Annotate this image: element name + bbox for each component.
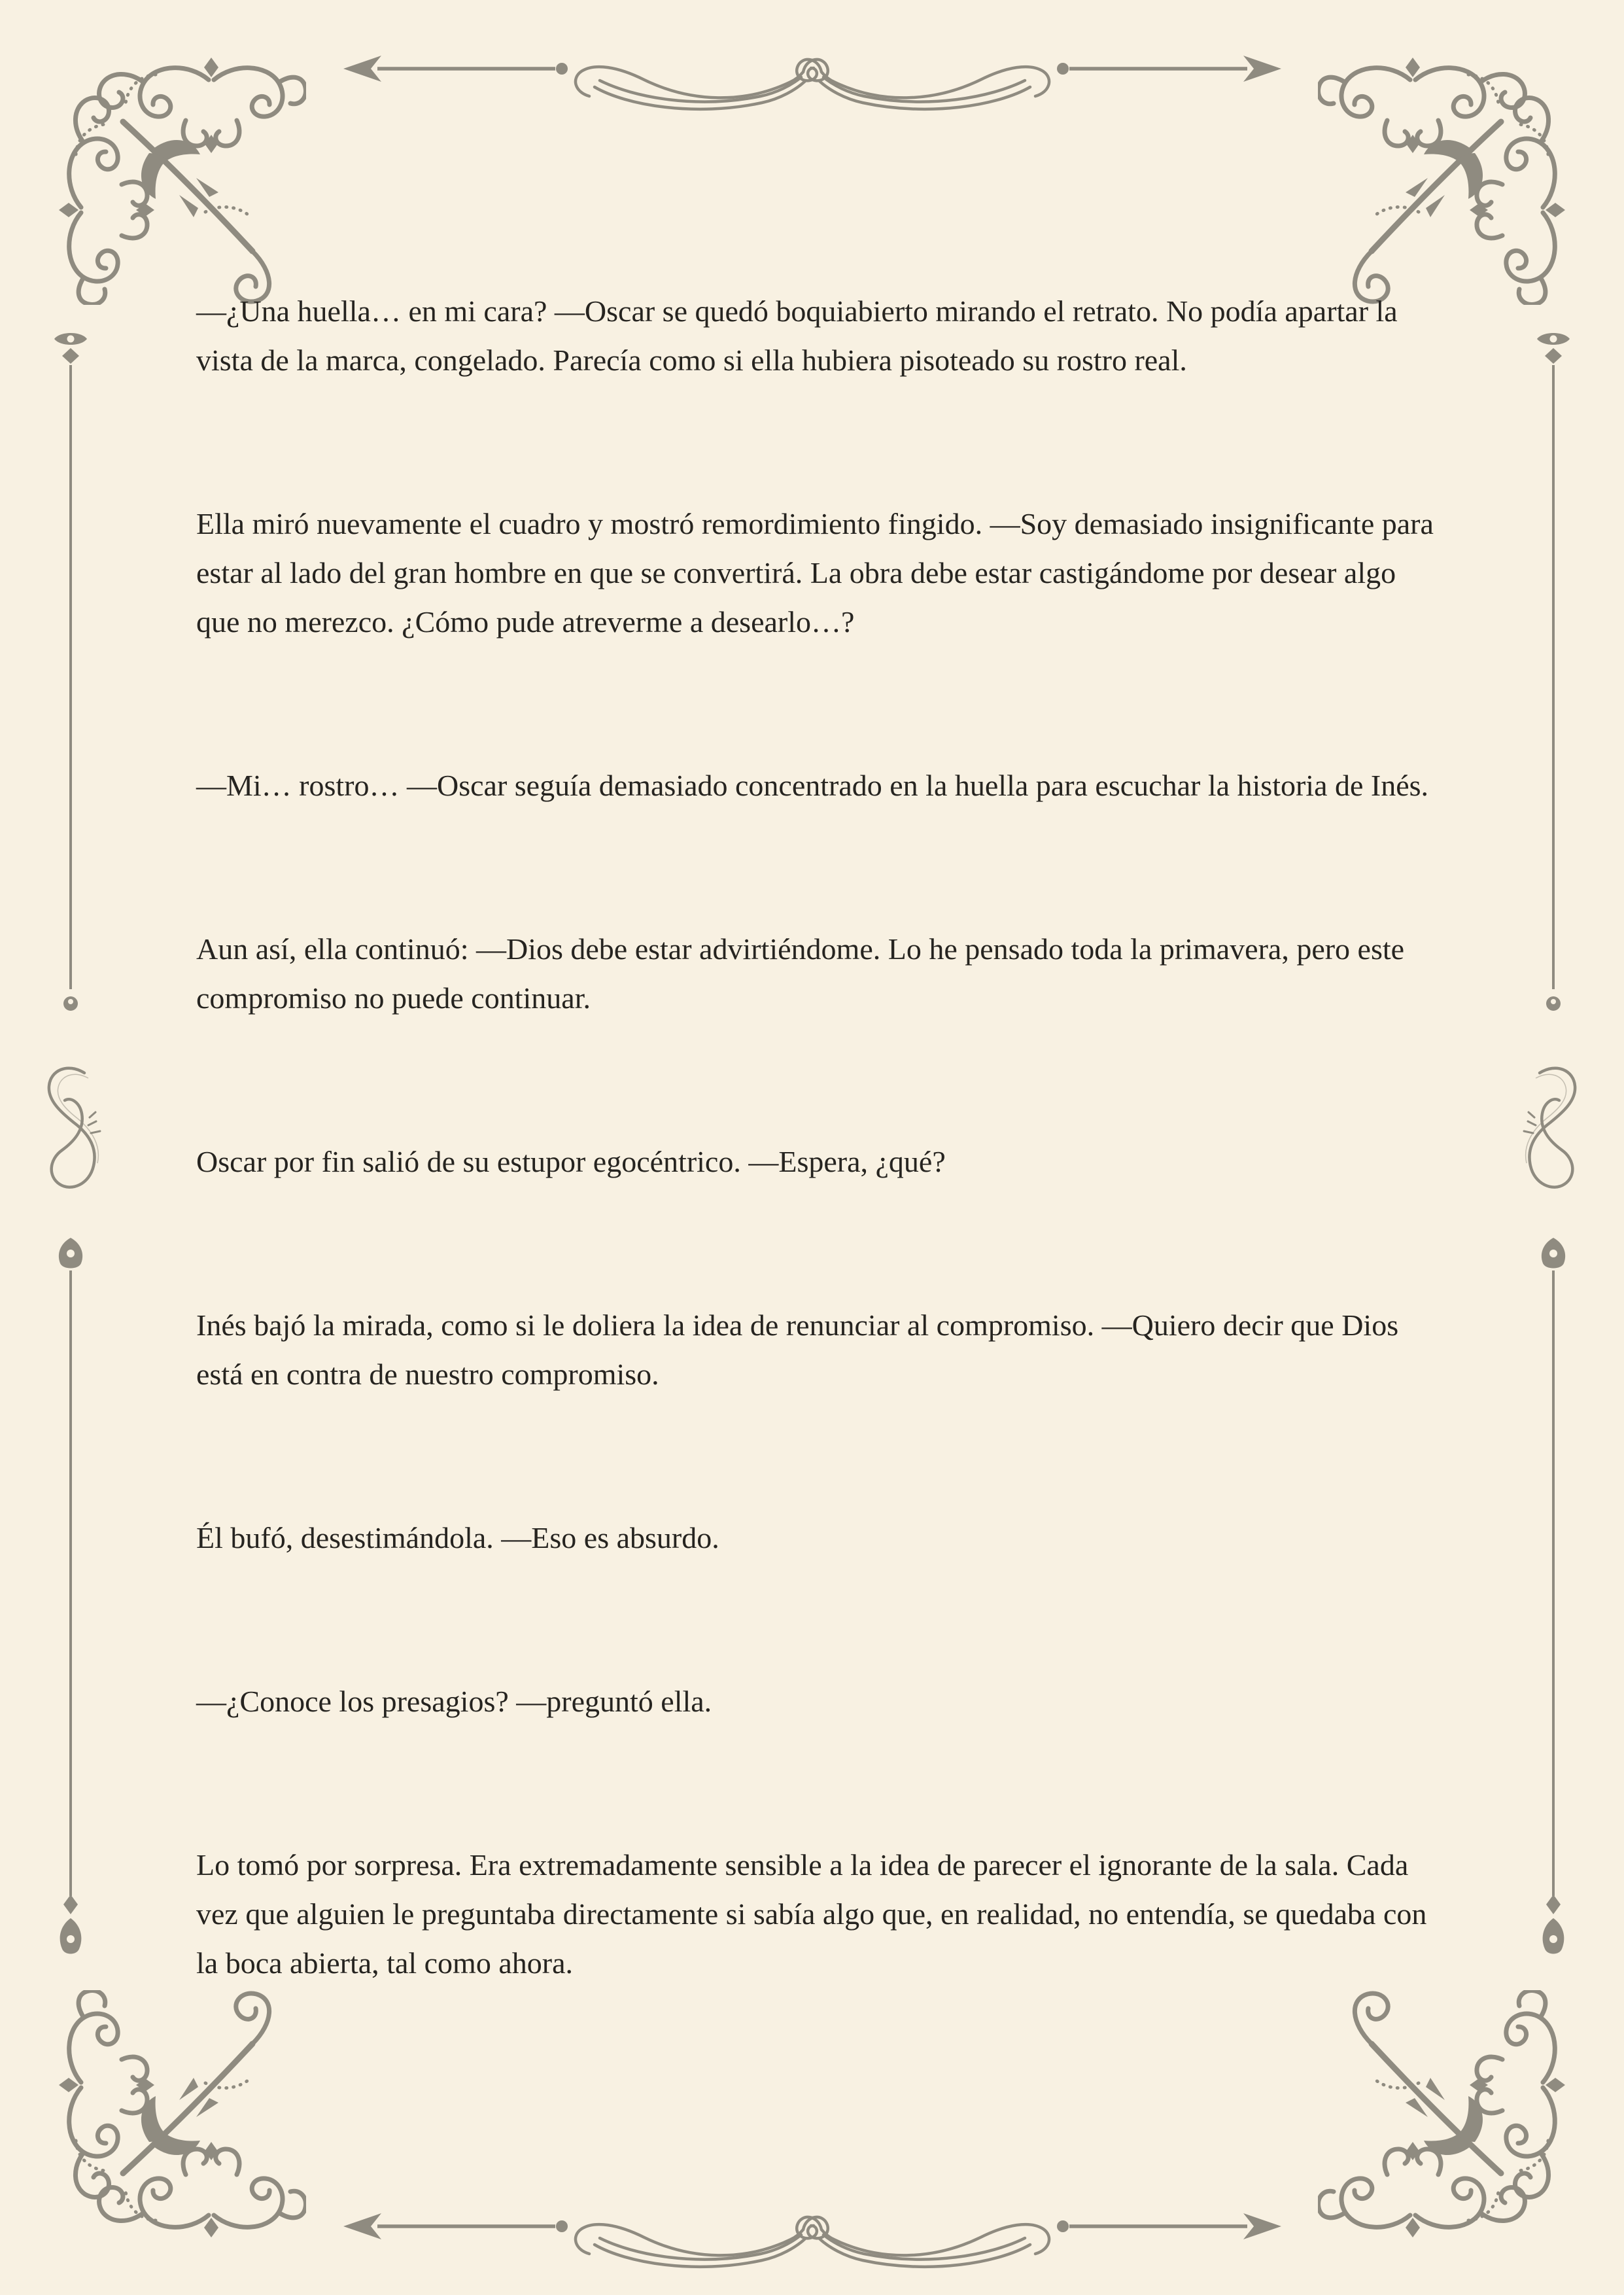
figure-eight-flourish-icon [43, 1065, 101, 1202]
finial-rod-icon [1534, 327, 1573, 1027]
paragraph: Inés bajó la mirada, como si le doliera la idea de renunciar al compromiso. —Quiero decir que Dios está en contra de nuestro compromiso. [196, 1308, 1399, 1391]
paragraph: Ella miró nuevamente el cuadro y mostró remordimiento fingido. —Soy demasiado insignificante para estar al lado del gran hombre en que se convertirá. La obra debe estar castigándome por desear algo que no merezco. ¿Cómo pude atreverme a desearlo…? [196, 507, 1434, 639]
teardrop-rod-icon [1534, 1235, 1573, 1971]
corner-flourish-icon [1318, 1990, 1566, 2239]
story-text [196, 287, 1436, 1988]
teardrop-rod-icon [51, 1235, 90, 1971]
paragraph: Él bufó, desestimándola. —Eso es absurdo. [196, 1521, 719, 1554]
paragraph: Lo tomó por sorpresa. Era extremadamente sensible a la idea de parecer el ignorante de la sala. Cada vez que alguien le preguntaba directamente si sabía algo que, en realidad, no entendía, se quedaba con la boca abierta, tal como ahora. [196, 1848, 1427, 1980]
paragraph: —¿Conoce los presagios? —preguntó ella. [196, 1685, 712, 1718]
divider-swash-icon [338, 2174, 1287, 2279]
paragraph: Oscar por fin salió de su estupor egocéntrico. —Espera, ¿qué? [196, 1145, 946, 1178]
corner-flourish-icon [58, 56, 306, 305]
paragraph: —Mi… rostro… —Oscar seguía demasiado concentrado en la huella para escuchar la historia de Inés. [196, 769, 1429, 802]
corner-flourish-icon [58, 1990, 306, 2239]
corner-flourish-icon [1318, 56, 1566, 305]
divider-swash-icon [338, 16, 1287, 121]
paragraph: —¿Una huella… en mi cara? —Oscar se quedó boquiabierto mirando el retrato. No podía apartar la vista de la marca, congelado. Parecía como si ella hubiera pisoteado su rostro real. [196, 294, 1398, 377]
finial-rod-icon [51, 327, 90, 1027]
figure-eight-flourish-icon [1523, 1065, 1581, 1202]
paragraph: Aun así, ella continuó: —Dios debe estar advirtiéndome. Lo he pensado toda la primavera, pero este compromiso no puede continuar. [196, 932, 1405, 1015]
